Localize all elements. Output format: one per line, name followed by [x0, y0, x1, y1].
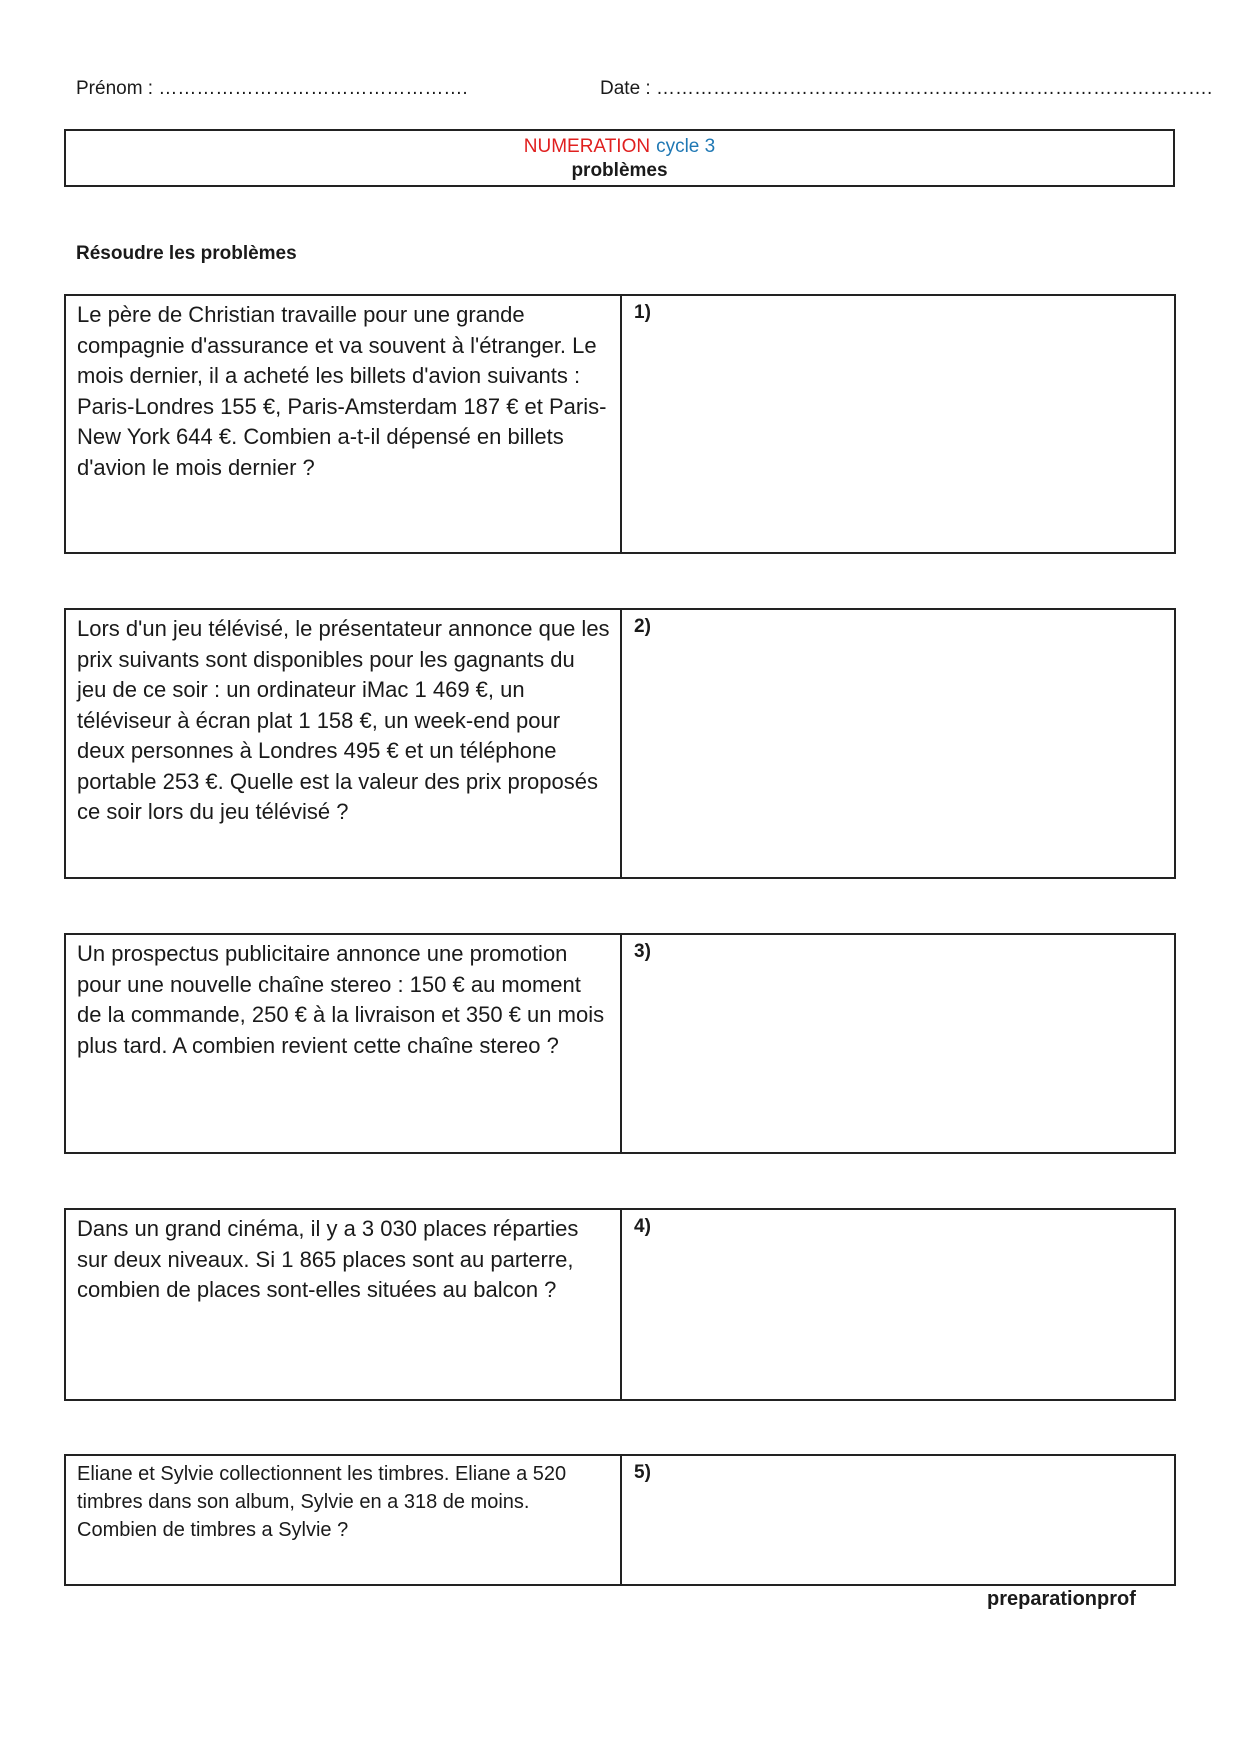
problem-number-1: 1) [634, 302, 651, 323]
date-field-label: Date : ……………………………………………………………………………. [600, 78, 1213, 99]
problem-text-1: Le père de Christian travaille pour une grande compagnie d'assurance et va souvent à l'étranger. Le mois dernier, il a acheté les billets d'avion suivants : Paris-Londres 155 €, Paris-Amsterdam 187 € et Paris-New York 644 €. Combien a-t-il dépensé en billets d'avion le mois dernier ? [66, 296, 622, 552]
footer-brand: preparationprof [987, 1588, 1136, 1610]
problem-number-2: 2) [634, 616, 651, 637]
title-box [64, 129, 1175, 187]
answer-area-3 [622, 935, 1174, 1152]
problem-number-4: 4) [634, 1216, 651, 1237]
answer-area-2 [622, 610, 1174, 877]
subtitle: problèmes [571, 160, 668, 181]
problem-box-2 [64, 608, 1176, 879]
answer-area-5 [622, 1456, 1174, 1584]
answer-area-4 [622, 1210, 1174, 1399]
problem-number-3: 3) [634, 941, 651, 962]
level-title: cycle 3 [656, 136, 716, 157]
problem-box-1 [64, 294, 1176, 554]
answer-area-1 [622, 296, 1174, 552]
problem-box-4 [64, 1208, 1176, 1401]
problem-box-3 [64, 933, 1176, 1154]
problem-box-5 [64, 1454, 1176, 1586]
problem-text-2: Lors d'un jeu télévisé, le présentateur annonce que les prix suivants sont disponibles pour les gagnants du jeu de ce soir : un ordinateur iMac 1 469 €, un téléviseur à écran plat 1 158 €, un week-end pour deux personnes à Londres 495 € et un téléphone portable 253 €. Quelle est la valeur des prix proposés ce soir lors du jeu télévisé ? [66, 610, 622, 877]
instruction: Résoudre les problèmes [76, 243, 297, 264]
prenom-field-label: Prénom : …………………………………………. [76, 78, 468, 99]
problem-text-3: Un prospectus publicitaire annonce une promotion pour une nouvelle chaîne stereo : 150 € au moment de la commande, 250 € à la livraison et 350 € un mois plus tard. A combien revient cette chaîne stereo ? [66, 935, 622, 1152]
problem-number-5: 5) [634, 1462, 651, 1483]
problem-text-4: Dans un grand cinéma, il y a 3 030 places réparties sur deux niveaux. Si 1 865 places sont au parterre, combien de places sont-elles situées au balcon ? [66, 1210, 622, 1399]
problem-text-5: Eliane et Sylvie collectionnent les timbres. Eliane a 520 timbres dans son album, Sylvie en a 318 de moins. Combien de timbres a Sylvie ? [66, 1456, 622, 1584]
subject-title: NUMERATION [523, 136, 651, 157]
title-line [66, 135, 1173, 159]
